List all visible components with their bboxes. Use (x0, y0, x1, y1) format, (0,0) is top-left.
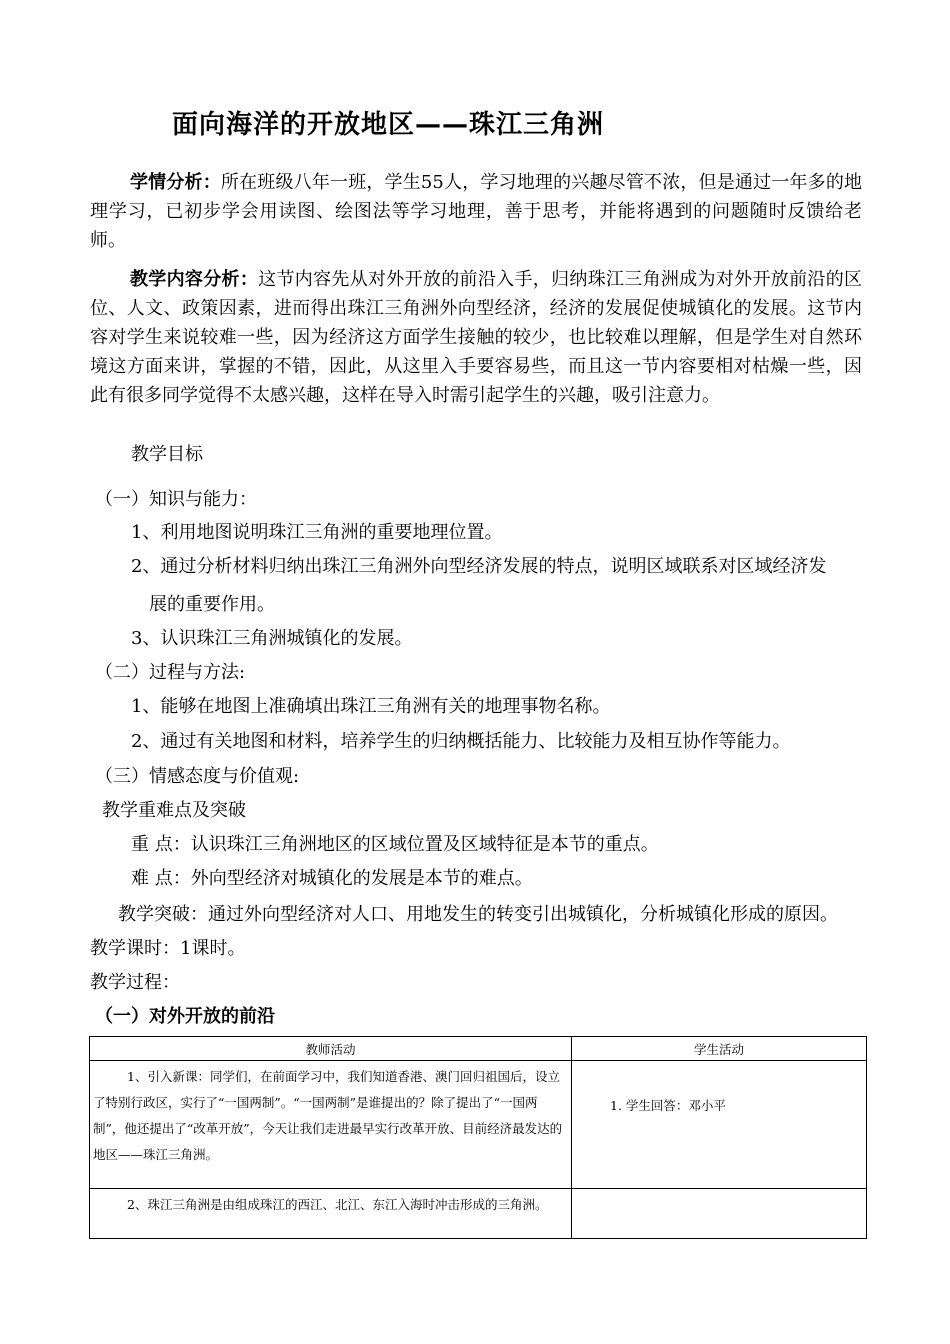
table-row (90, 1061, 867, 1189)
knowledge-item-1: 1、利用地图说明珠江三角洲的重要地理位置。 (131, 522, 503, 543)
teaching-goals-heading: 教学目标 (131, 444, 203, 465)
breakthrough-line: 教学突破：通过外向型经济对人口、用地发生的转变引出城镇化，分析城镇化形成的原因。 (118, 904, 838, 925)
difficult-point: 难 点：外向型经济对城镇化的发展是本节的难点。 (131, 868, 533, 889)
teacher-activity-header: 教师活动 (90, 1037, 572, 1061)
teacher-activity-cell: 2、珠江三角洲是由组成珠江的西江、北江、东江入海时冲击形成的三角洲。 (90, 1189, 572, 1239)
process-item-2: 2、通过有关地图和材料，培养学生的归纳概括能力、比较能力及相互协作等能力。 (131, 731, 791, 752)
table-header-row (90, 1037, 867, 1061)
teaching-process-heading: 教学过程： (90, 972, 180, 993)
student-activity-cell (572, 1189, 867, 1239)
emotion-values-heading: （三）情感态度与价值观: (95, 766, 300, 787)
process-item-1: 1、能够在地图上准确填出珠江三角洲有关的地理事物名称。 (131, 696, 611, 717)
section-1-heading: （一）对外开放的前沿 (95, 1006, 275, 1027)
content-analysis-label: 教学内容分析： (130, 269, 259, 290)
content-analysis-text: 这节内容先从对外开放的前沿入手，归纳珠江三角洲成为对外开放前沿的区位、人文、政策因素，进而得出珠江三角洲外向型经济，经济的发展促使城镇化的发展。这节内容对学生来说较难一些，因为经济这方面学生接触的较少，也比较难以理解，但是学生对自然环境这方面来讲，掌握的不错，因此，从这里入手要容易些，而且这一节内容要相对枯燥一些，因此有很多同学觉得不太感兴趣，这样在导入时需引起学生的兴趣，吸引注意力。 (90, 269, 862, 406)
activity-table (89, 1036, 867, 1239)
process-method-heading: （二）过程与方法: (95, 662, 246, 683)
student-analysis-paragraph (90, 168, 862, 255)
key-difficult-heading: 教学重难点及突破 (102, 800, 246, 821)
key-point: 重 点：认识珠江三角洲地区的区域位置及区域特征是本节的重点。 (131, 834, 659, 855)
student-activity-cell: 1. 学生回答：邓小平 (572, 1061, 867, 1189)
knowledge-item-2: 2、通过分析材料归纳出珠江三角洲外向型经济发展的特点，说明区域联系对区域经济发 (131, 556, 827, 577)
knowledge-ability-heading: （一）知识与能力： (95, 489, 257, 510)
page-title: 面向海洋的开放地区——珠江三角洲 (172, 110, 605, 140)
knowledge-item-3: 3、认识珠江三角洲城镇化的发展。 (131, 628, 413, 649)
student-activity-header: 学生活动 (572, 1037, 867, 1061)
knowledge-item-2-cont: 展的重要作用。 (149, 594, 275, 615)
class-hours-line: 教学课时：1课时。 (90, 938, 246, 959)
teacher-activity-cell: 1、引入新课：同学们，在前面学习中，我们知道香港、澳门回归祖国后，设立了特别行政区，实行了“一国两制”。“一国两制”是谁提出的？除了提出了“一国两制”，他还提出了“改革开放”，今天让我们走进最早实行改革开放、目前经济最发达的地区——珠江三角洲。 (90, 1061, 572, 1189)
student-analysis-label: 学情分析： (130, 172, 221, 193)
student-analysis-text: 所在班级八年一班，学生55人，学习地理的兴趣尽管不浓，但是通过一年多的地理学习，已初步学会用读图、绘图法等学习地理，善于思考，并能将遇到的问题随时反馈给老师。 (90, 172, 863, 251)
table-row (90, 1189, 867, 1239)
content-analysis-paragraph (90, 265, 862, 410)
